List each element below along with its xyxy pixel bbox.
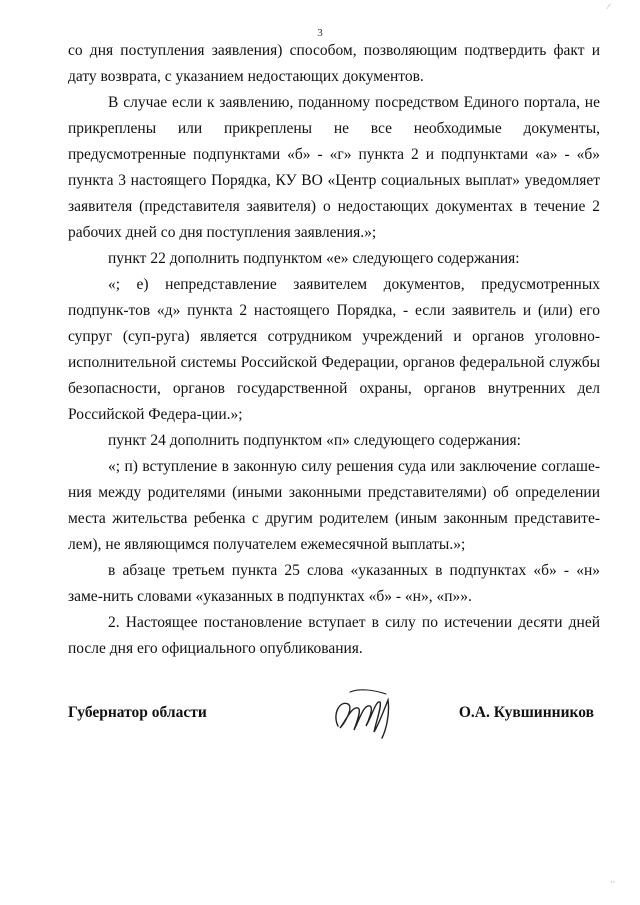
page-number: 3	[317, 27, 323, 39]
paragraph: В случае если к заявлению, поданному посредством Единого портала, не прикреплены или прикреплены не все необходимые документы, предусмотренные подпунктами «б» - «г» пункта 2 и подпунктами «а» - «б» пункта 3 настоящего Порядка, КУ ВО «Центр социальных выплат» уведомляет заявителя (представителя заявителя) о недостающих документах в течение 2 рабочих дней со дня поступления заявления.»;	[68, 94, 600, 241]
scan-mark: ··	[610, 878, 616, 887]
handwritten-signature	[330, 686, 400, 742]
paragraph: со дня поступления заявления) способом, позволяющим подтвердить факт и дату возврата, с указанием недостающих документов.	[68, 42, 600, 85]
signatory-title: Губернатор области	[68, 704, 207, 721]
scan-mark: ⁄	[608, 2, 610, 11]
paragraph: «; п) вступление в законную силу решения суда или заключение соглаше-ния между родителями (иными законными представителями) об определении места жительства ребенка с другим родителем (иным законным представите-лем), не являющимся получателем ежемесячной выплаты.»;	[68, 458, 600, 553]
paragraph: пункт 24 дополнить подпунктом «п» следующего содержания:	[108, 432, 521, 449]
paragraph: 2. Настоящее постановление вступает в силу по истечении десяти дней после дня его официального опубликования.	[68, 614, 600, 657]
paragraph: пункт 22 дополнить подпунктом «е» следующего содержания:	[108, 250, 520, 267]
paragraph: в абзаце третьем пункта 25 слова «указанных в подпунктах «б» - «н» заме-нить словами «указанных в подпунктах «б» - «н», «п»».	[68, 562, 600, 605]
signatory-name: О.А. Кувшинников	[458, 704, 594, 721]
signature-block	[68, 700, 600, 750]
paragraph: «; е) непредставление заявителем документов, предусмотренных подпунк-тов «д» пункта 2 настоящего Порядка, - если заявитель и (или) его супруг (суп-руга) является сотрудником учреждений и органов уголовно-исполнительной системы Российской Федерации, органов федеральной службы безопасности, органов государственной охраны, органов внутренних дел Российской Федера-ции.»;	[68, 276, 600, 423]
document-body	[68, 38, 600, 662]
